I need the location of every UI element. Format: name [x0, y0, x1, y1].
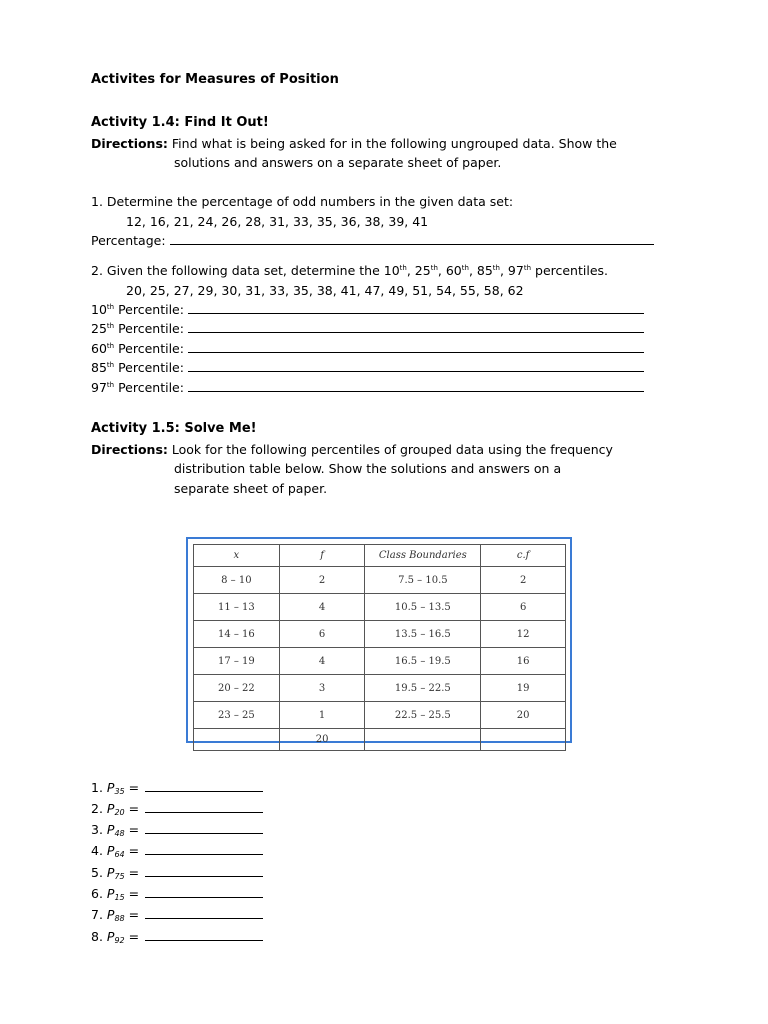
question-2-data: 20, 25, 27, 29, 30, 31, 33, 35, 38, 41, 47, 49, 51, 54, 55, 58, 62	[126, 283, 524, 298]
percentile-symbol: P	[106, 907, 115, 922]
percentile-symbol: P	[106, 822, 115, 837]
question-number: 4.	[91, 843, 107, 858]
table-cell: 6	[481, 594, 566, 621]
percentile-answer-line	[91, 302, 644, 317]
table-cell: 4	[279, 648, 365, 675]
directions-text-line1: Look for the following percentiles of grouped data using the frequency	[171, 442, 613, 457]
table-row	[194, 702, 566, 729]
frequency-distribution-table	[193, 544, 566, 751]
table-cell: 16	[481, 648, 566, 675]
answer-blank[interactable]	[145, 843, 263, 855]
table-cell	[194, 729, 280, 751]
table-header-cell: f	[279, 545, 365, 567]
percentile-subscript: 15	[114, 893, 125, 902]
question-number: 1.	[91, 780, 107, 795]
table-cell: 20	[481, 702, 566, 729]
table-cell: 10.5 – 13.5	[365, 594, 481, 621]
table-row	[194, 648, 566, 675]
directions-text-line2: solutions and answers on a separate sheet of paper.	[174, 155, 502, 170]
directions-text-line1: Find what is being asked for in the following ungrouped data. Show the	[171, 136, 617, 151]
equals-sign: =	[124, 822, 140, 837]
percentile-subscript: 48	[114, 829, 125, 838]
percentile-number: 85	[91, 360, 107, 375]
table-cell	[365, 729, 481, 751]
percentile-number: 25	[91, 321, 107, 336]
percentile-answer-line	[91, 360, 644, 375]
activity-1-5-directions	[91, 442, 613, 457]
answer-blank[interactable]	[145, 822, 263, 834]
table-cell: 3	[279, 675, 365, 702]
table-cell: 12	[481, 621, 566, 648]
activity-1-4-heading: Activity 1.4: Find It Out!	[91, 115, 269, 130]
answer-blank[interactable]	[145, 929, 263, 941]
percentile-label: Percentile:	[114, 360, 184, 375]
percentile-answer-line	[91, 341, 644, 356]
table-cell: 11 – 13	[194, 594, 280, 621]
percentile-blank[interactable]	[188, 302, 644, 314]
ordinal-suffix: th	[106, 361, 115, 369]
ordinal-suffix: th	[492, 264, 500, 272]
percentage-label: Percentage:	[91, 233, 166, 248]
question-2-text: 2. Given the following data set, determine the 10	[91, 263, 400, 278]
percentile-question	[91, 929, 263, 945]
table-cell: 7.5 – 10.5	[365, 567, 481, 594]
percentile-answer-line	[91, 321, 644, 336]
percentile-question	[91, 822, 263, 838]
percentile-question	[91, 843, 263, 859]
question-2	[91, 263, 608, 278]
percentile-question	[91, 886, 263, 902]
table-cell: 20 – 22	[194, 675, 280, 702]
ordinal-suffix: th	[106, 342, 115, 350]
ordinal-suffix: th	[399, 264, 407, 272]
equals-sign: =	[124, 929, 140, 944]
table-cell: 6	[279, 621, 365, 648]
question-1: 1. Determine the percentage of odd numbers in the given data set:	[91, 194, 514, 209]
ordinal-suffix: th	[106, 303, 115, 311]
table-total-row	[194, 729, 566, 751]
activity-1-5-heading: Activity 1.5: Solve Me!	[91, 421, 257, 436]
percentile-blank[interactable]	[188, 341, 644, 353]
percentile-blank[interactable]	[188, 360, 644, 372]
percentile-symbol: P	[106, 843, 115, 858]
table-cell: 2	[481, 567, 566, 594]
percentile-number: 97	[91, 380, 107, 395]
answer-blank[interactable]	[145, 865, 263, 877]
table-cell: 20	[279, 729, 365, 751]
equals-sign: =	[124, 843, 140, 858]
table-header-cell: Class Boundaries	[365, 545, 481, 567]
directions-label: Directions:	[91, 136, 168, 151]
page-title: Activites for Measures of Position	[91, 72, 339, 87]
percentile-number: 10	[91, 302, 107, 317]
table-cell: 23 – 25	[194, 702, 280, 729]
ordinal-suffix: th	[523, 264, 532, 272]
table-row	[194, 675, 566, 702]
percentile-question	[91, 780, 263, 796]
percentile-label: Percentile:	[114, 321, 184, 336]
ordinal-suffix: th	[106, 381, 115, 389]
percentile-subscript: 75	[114, 872, 125, 881]
question-2-text-part: percentiles.	[531, 263, 609, 278]
table-header-cell: x	[194, 545, 280, 567]
table-row	[194, 567, 566, 594]
table-header-row	[194, 545, 566, 567]
percentile-subscript: 64	[114, 850, 125, 859]
question-1-data: 12, 16, 21, 24, 26, 28, 31, 33, 35, 36, 38, 39, 41	[126, 214, 429, 229]
percentile-symbol: P	[106, 886, 115, 901]
equals-sign: =	[124, 865, 140, 880]
percentile-subscript: 92	[114, 936, 125, 945]
answer-blank[interactable]	[145, 780, 263, 792]
table-cell: 19	[481, 675, 566, 702]
question-number: 6.	[91, 886, 107, 901]
answer-blank[interactable]	[145, 907, 263, 919]
percentile-blank[interactable]	[188, 321, 644, 333]
question-2-text-part: , 85	[468, 263, 493, 278]
question-2-percentiles	[400, 263, 608, 278]
percentile-symbol: P	[106, 801, 115, 816]
table-cell: 8 – 10	[194, 567, 280, 594]
table-cell: 13.5 – 16.5	[365, 621, 481, 648]
percentile-symbol: P	[106, 865, 115, 880]
percentile-question	[91, 865, 263, 881]
frequency-table-image	[186, 537, 572, 743]
question-number: 8.	[91, 929, 107, 944]
percentile-symbol: P	[106, 780, 115, 795]
ordinal-suffix: th	[430, 264, 438, 272]
answer-blank[interactable]	[145, 886, 263, 898]
percentile-subscript: 35	[114, 787, 125, 796]
equals-sign: =	[124, 886, 140, 901]
table-cell: 1	[279, 702, 365, 729]
table-cell: 4	[279, 594, 365, 621]
ordinal-suffix: th	[106, 322, 115, 330]
table-cell: 17 – 19	[194, 648, 280, 675]
percentile-question	[91, 801, 263, 817]
question-number: 3.	[91, 822, 107, 837]
table-row	[194, 594, 566, 621]
percentile-symbol: P	[106, 929, 115, 944]
percentile-number: 60	[91, 341, 107, 356]
percentile-subscript: 88	[114, 914, 125, 923]
table-row	[194, 621, 566, 648]
question-number: 7.	[91, 907, 107, 922]
table-cell	[481, 729, 566, 751]
table-cell: 14 – 16	[194, 621, 280, 648]
equals-sign: =	[124, 801, 140, 816]
question-2-text-part: , 97	[499, 263, 524, 278]
percentile-question	[91, 907, 263, 923]
table-cell: 19.5 – 22.5	[365, 675, 481, 702]
activity-1-4-directions	[91, 136, 617, 151]
percentile-label: Percentile:	[114, 380, 184, 395]
percentile-label: Percentile:	[114, 341, 184, 356]
equals-sign: =	[124, 907, 140, 922]
percentile-answer-line	[91, 380, 644, 395]
table-header-cell: c.f	[481, 545, 566, 567]
equals-sign: =	[124, 780, 140, 795]
directions-label: Directions:	[91, 442, 168, 457]
directions-text-line3: separate sheet of paper.	[174, 481, 328, 496]
percentage-answer-line	[91, 233, 654, 248]
percentile-label: Percentile:	[114, 302, 184, 317]
directions-text-line2: distribution table below. Show the solutions and answers on a	[174, 461, 562, 476]
question-number: 5.	[91, 865, 107, 880]
table-cell: 2	[279, 567, 365, 594]
ordinal-suffix: th	[461, 264, 469, 272]
question-2-text-part: , 60	[437, 263, 462, 278]
table-cell: 22.5 – 25.5	[365, 702, 481, 729]
table-cell: 16.5 – 19.5	[365, 648, 481, 675]
answer-blank[interactable]	[145, 801, 263, 813]
percentile-blank[interactable]	[188, 380, 644, 392]
percentile-subscript: 20	[114, 808, 125, 817]
question-number: 2.	[91, 801, 107, 816]
question-2-text-part: , 25	[406, 263, 431, 278]
percentage-blank[interactable]	[170, 233, 654, 245]
